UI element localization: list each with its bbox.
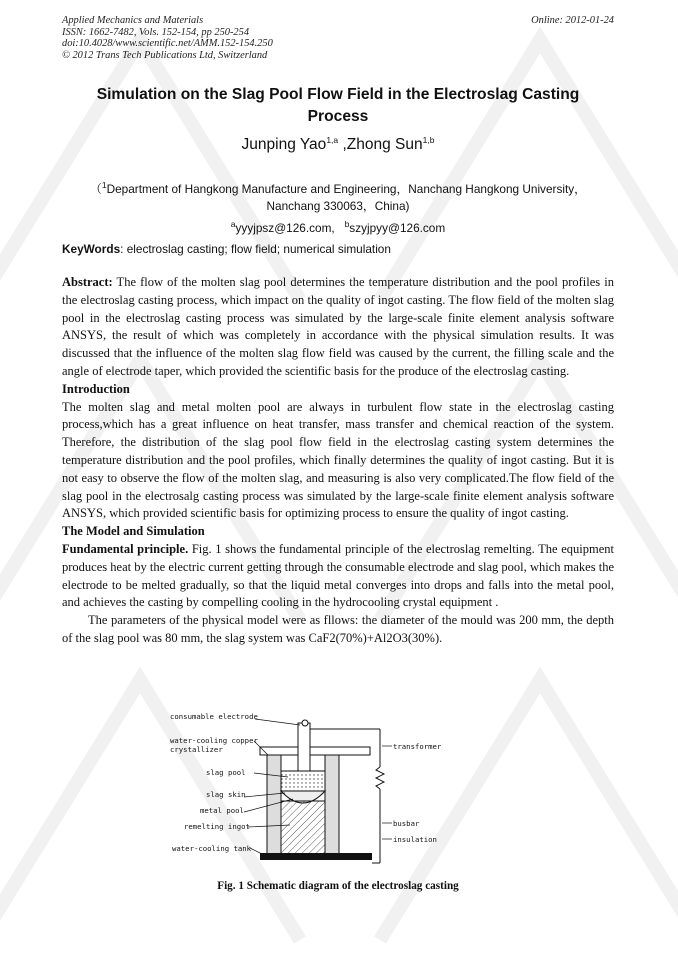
journal-name: Applied Mechanics and Materials (62, 15, 204, 26)
author-superscript: 1,a (326, 135, 339, 145)
label-slag-skin: slag skin (206, 790, 246, 799)
label-busbar: busbar (393, 819, 420, 828)
email-superscript: a (230, 218, 236, 229)
label-consumable-electrode: consumable electrode (170, 712, 258, 721)
emails (62, 216, 614, 237)
affiliation-line-2: Nanchang 330063，China) (266, 199, 410, 214)
label-insulation: insulation (393, 835, 437, 844)
affiliation-paren: （ (90, 181, 102, 196)
label-transformer: transformer (393, 742, 442, 751)
section-heading-model: The Model and Simulation (62, 524, 205, 539)
introduction-paragraph: The molten slag and metal molten pool are always in turbulent flow state in the electroslag casting process,which has a great influence on heat transfer, mass transfer and chemical reaction of the system. Therefore, the distribution of the slag pool flow field in the electroslag casting system determines the temperature distribution and the pool profiles, which finally determines the quality of ingot casting. But it is not easy to observe the flow of the molten slag, and measuring is also very complicated.The flow field of the slag pool in the electrosalg casting process was simulated by the large-scale finite element analysis software ANSYS, which provided scientific basis for optimizing process to ensure the quality of ingot casting. (62, 399, 614, 521)
author-superscript: 1,b (422, 135, 435, 145)
journal-copyright: © 2012 Trans Tech Publications Ltd, Switzerland (62, 49, 268, 61)
consumable-electrode (298, 723, 310, 771)
remelting-ingot (281, 801, 325, 855)
affiliation-line-1: Department of Hangkong Manufacture and Engineering，Nanchang Hangkong University， (106, 181, 586, 196)
crystallizer-right-wall (325, 755, 339, 855)
paper-body (62, 274, 614, 648)
water-cooling-tank (260, 853, 372, 860)
abstract-paragraph (62, 274, 614, 381)
transformer-coil-icon (376, 767, 384, 789)
slag-pool (281, 771, 325, 791)
label-metal-pool: metal pool (200, 806, 244, 815)
crystallizer-top (260, 747, 370, 755)
label-crystallizer: crystallizer (170, 745, 223, 754)
title-line-2: Process (307, 108, 369, 125)
author-line (62, 135, 614, 154)
title-line-1: Simulation on the Slag Pool Flow Field in the Electroslag Casting (96, 86, 580, 103)
principle-text: Fig. 1 shows the fundamental principle of the electroslag remelting. The equipment produces heat by the electric current getting through the consumable electrode and slag pool, which makes the electrode to be melted gradually, so that the liquid metal converges into drops and falls into the metal pool, and achieves the casting by compelling cooling in the hydrocooling crystal equipment . (62, 541, 614, 610)
label-water-cooling-tank: water-cooling tank (172, 844, 252, 853)
email-link[interactable]: yyyjpsz@126.com, (235, 220, 335, 235)
affiliation (62, 177, 614, 237)
figure-caption: Fig. 1 Schematic diagram of the electroslag casting (217, 880, 459, 892)
section-heading-introduction: Introduction (62, 381, 130, 396)
keywords (62, 242, 391, 256)
abstract-text: The flow of the molten slag pool determines the temperature distribution and the pool profiles in the electroslag casting process, which impact on the quality of ingot casting. The flow field of the molten slag pool in the electroslag casting process was simulated by the large-scale finite element analysis software ANSYS, the result of which was completely in accordance with the physical simulation results. It was discussed that the influence of the molten slag flow field was caused by the current, the filling scale and the angle of electrode taper, which provided the scientific basis for the produce of the electroslag casting. (62, 275, 614, 378)
author-name: Zhong Sun (346, 136, 423, 154)
email-superscript: b (344, 218, 350, 229)
label-slag-pool: slag pool (206, 768, 246, 777)
electroslag-schematic-diagram (160, 705, 460, 870)
label-remelting-ingot: remelting ingot (184, 822, 250, 831)
author-name: Junping Yao (241, 136, 327, 154)
principle-label: Fundamental principle. (62, 541, 189, 556)
figure-schematic (160, 705, 460, 870)
author-separator: , (338, 136, 347, 154)
paper-title (62, 84, 614, 128)
principle-paragraph (62, 541, 614, 612)
label-water-cooling-copper: water-cooling copper (170, 736, 258, 745)
abstract-label: Abstract: (62, 275, 113, 289)
keywords-label: KeyWords (62, 242, 121, 256)
email-link[interactable]: szyjpyy@126.com (349, 220, 446, 235)
journal-issn: ISSN: 1662-7482, Vols. 152-154, pp 250-254 (62, 26, 250, 38)
electrode-hook-icon (302, 720, 308, 726)
keywords-text: : electroslag casting; flow field; numerical simulation (120, 242, 391, 256)
affiliation-superscript: 1 (101, 180, 107, 190)
journal-doi: doi:10.4028/www.scientific.net/AMM.152-154.250 (62, 38, 273, 50)
online-date: Online: 2012-01-24 (531, 15, 614, 26)
journal-header (62, 15, 273, 61)
parameters-paragraph: The parameters of the physical model were as fllows: the diameter of the mould was 200 mm, the depth of the slag pool was 80 mm, the slag system was CaF2(70%)+Al2O3(30%). (62, 613, 614, 645)
